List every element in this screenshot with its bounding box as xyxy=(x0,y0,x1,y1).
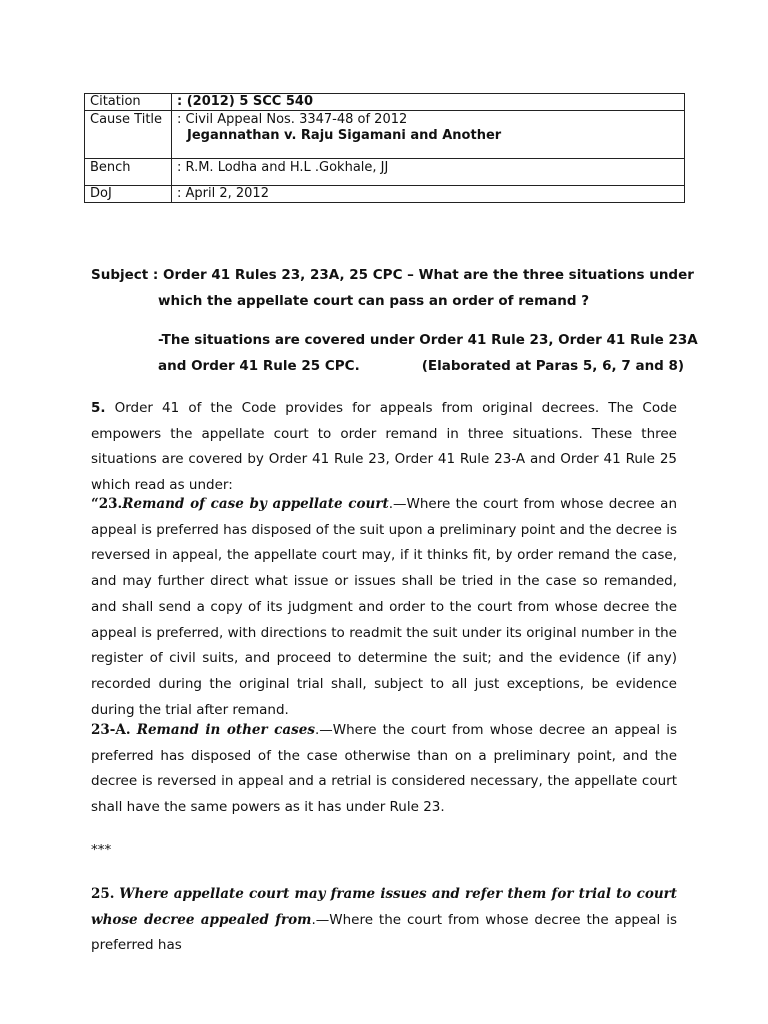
elaborated-note: (Elaborated at Paras 5, 6, 7 and 8) xyxy=(421,358,685,374)
para-5-text: Order 41 of the Code provides for appeals from original decrees. The Code empowers the appellate court to order remand in three situations. These three situations are covered by Order 41 Rule 23, Order 41 Rule 23-A and Order 41 Rule 25 which read as under: xyxy=(91,400,677,494)
rule-23a-text: .—Where the court from whose decree an appeal is preferred has disposed of the case otherwise than on a preliminary point, and the decree is reversed in appeal and a retrial is considered necessary, the appellate court shall have the same powers as it has under Rule 23. xyxy=(91,722,677,816)
cause-title-row xyxy=(85,111,685,159)
bench-label: Bench xyxy=(85,159,172,186)
doj-label: DoJ xyxy=(85,186,172,203)
rule-23a-number: 23-A. xyxy=(91,722,131,738)
citation-value: : (2012) 5 SCC 540 xyxy=(172,94,685,111)
rule-23-paragraph xyxy=(91,492,677,723)
cause-title-appeal-no: : Civil Appeal Nos. 3347-48 of 2012 xyxy=(177,112,408,127)
cause-title-label: Cause Title xyxy=(85,111,172,159)
separator-asterisks: *** xyxy=(91,842,112,858)
bench-row xyxy=(85,159,685,186)
rule-23a-paragraph xyxy=(91,718,677,821)
bench-value: : R.M. Lodha and H.L .Gokhale, JJ xyxy=(172,159,685,186)
rule-25-heading: Where appellate court may frame issues and refer them for trial to court whose decree appealed from xyxy=(91,886,677,928)
rule-23-heading: Remand of case by appellate court xyxy=(122,496,389,512)
rule-25-number: 25. xyxy=(91,886,115,902)
rule-23a-heading: Remand in other cases xyxy=(136,722,315,738)
doj-row xyxy=(85,186,685,203)
situations-line-1: -The situations are covered under Order 41 Rule 23, Order 41 Rule 23A xyxy=(158,332,698,348)
subject-line-1: Subject : Order 41 Rules 23, 23A, 25 CPC – What are the three situations under xyxy=(91,267,694,283)
paragraph-5 xyxy=(91,396,677,499)
citation-table xyxy=(84,93,685,203)
rule-23-text: .—Where the court from whose decree an appeal is preferred has disposed of the suit upon a preliminary point and the decree is reversed in appeal, the appellate court may, if it thinks fit, by order remand the case, and may further direct what issue or issues shall be tried in the case so remanded, and shall send a copy of its judgment and order to the court from whose decree the appeal is preferred, with directions to readmit the suit under its original number in the register of civil suits, and proceed to determine the suit; and the evidence (if any) recorded during the original trial shall, subject to all just exceptions, be evidence during the trial after remand. xyxy=(91,496,677,718)
situations-line-2 xyxy=(91,353,691,379)
cause-title-cell xyxy=(172,111,685,159)
rule-25-text: .—Where the court from whose decree the appeal is preferred has xyxy=(91,911,677,954)
subject-block xyxy=(91,262,694,314)
cause-title-parties: Jegannathan v. Raju Sigamani and Another xyxy=(187,128,502,143)
rule-25-paragraph xyxy=(91,882,677,959)
situations-block xyxy=(91,327,698,379)
citation-row xyxy=(85,94,685,111)
citation-label: Citation xyxy=(85,94,172,111)
para-5-number: 5. xyxy=(91,400,106,416)
doj-value: : April 2, 2012 xyxy=(172,186,685,203)
rule-23-number: “23. xyxy=(91,496,123,512)
subject-line-2: which the appellate court can pass an order of remand ? xyxy=(158,293,590,309)
situations-line-2-text: and Order 41 Rule 25 CPC. xyxy=(158,358,360,374)
